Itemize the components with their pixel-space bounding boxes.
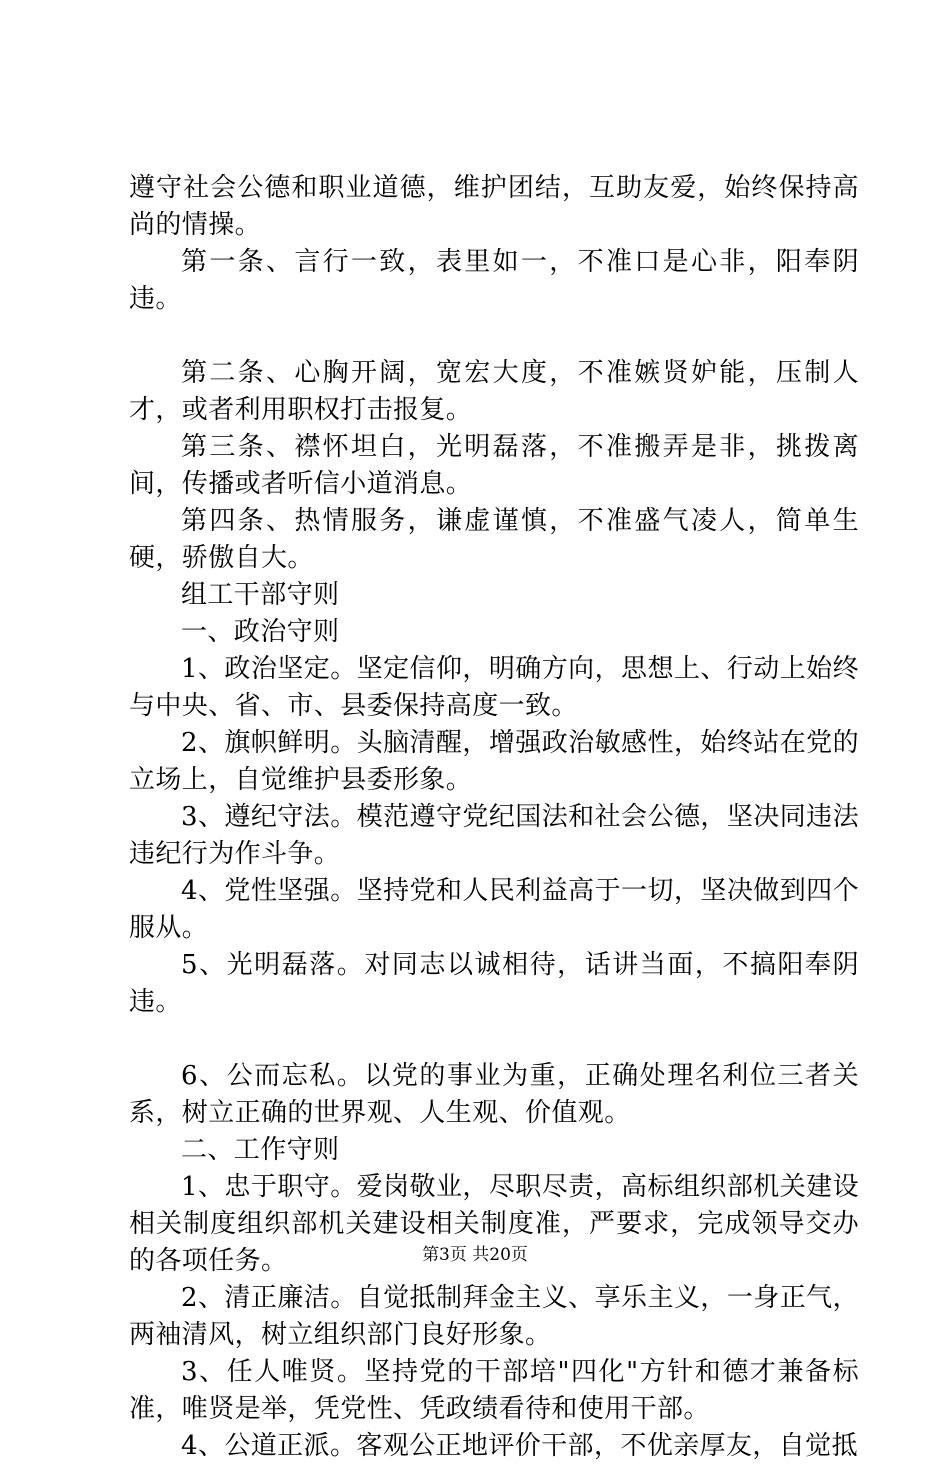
paragraph-political-6: 6、公而忘私。以党的事业为重，正确处理名利位三者关系，树立正确的世界观、人生观、价值观。 [129, 1061, 859, 1128]
section-heading-political: 一、政治守则 [181, 617, 340, 647]
paragraph-0: 遵守社会公德和职业道德，维护团结，互助友爱，始终保持高尚的情操。 [129, 173, 859, 240]
paragraph-political-3: 3、遵纪守法。模范遵守党纪国法和社会公德，坚决同违法违纪行为作斗争。 [129, 802, 859, 869]
paragraph-work-1: 1、忠于职守。爱岗敬业，尽职尽责，高标组织部机关建设相关制度组织部机关建设相关制度准，严要求，完成领导交办的各项任务。 [129, 1172, 859, 1276]
paragraph-political-2: 2、旗帜鲜明。头脑清醒，增强政治敏感性，始终站在党的立场上，自觉维护县委形象。 [129, 728, 859, 795]
paragraph-article-4: 第四条、热情服务，谦虚谨慎，不准盛气凌人，简单生硬，骄傲自大。 [129, 506, 859, 573]
page-number-label: 第3页 共20页 [422, 1245, 528, 1265]
document-body [129, 170, 859, 1465]
paragraph-work-3: 3、任人唯贤。坚持党的干部培"四化"方针和德才兼备标准，唯贤是举，凭党性、凭政绩看待和使用干部。 [129, 1357, 859, 1424]
page-footer [0, 1243, 950, 1267]
paragraph-political-5: 5、光明磊落。对同志以诚相待，话讲当面，不搞阳奉阴违。 [129, 950, 859, 1017]
paragraph-political-1: 1、政治坚定。坚定信仰，明确方向，思想上、行动上始终与中央、省、市、县委保持高度一致。 [129, 654, 859, 721]
paragraph-work-2: 2、清正廉洁。自觉抵制拜金主义、享乐主义，一身正气，两袖清风，树立组织部门良好形象。 [129, 1283, 859, 1350]
paragraph-article-2: 第二条、心胸开阔，宽宏大度，不准嫉贤妒能，压制人才，或者利用职权打击报复。 [129, 358, 859, 425]
paragraph-work-4: 4、公道正派。客观公正地评价干部，不优亲厚友，自觉抵 [181, 1431, 858, 1461]
paragraph-article-3: 第三条、襟怀坦白，光明磊落，不准搬弄是非，挑拨离间，传播或者听信小道消息。 [129, 432, 859, 499]
paragraph-article-1: 第一条、言行一致，表里如一，不准口是心非，阳奉阴违。 [129, 247, 859, 314]
section-heading-work: 二、工作守则 [181, 1135, 340, 1165]
paragraph-political-4: 4、党性坚强。坚持党和人民利益高于一切，坚决做到四个服从。 [129, 876, 859, 943]
section-heading-rules: 组工干部守则 [181, 580, 340, 610]
